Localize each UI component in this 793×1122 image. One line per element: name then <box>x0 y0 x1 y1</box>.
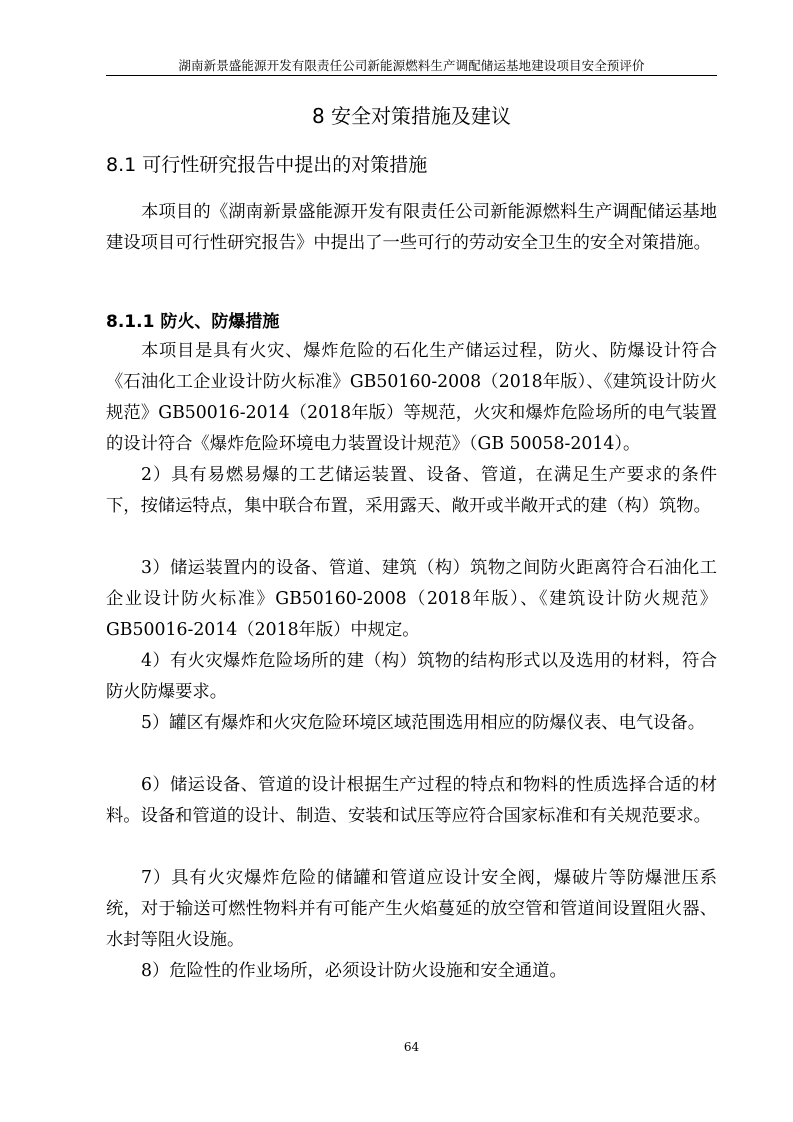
section-title: 8.1 可行性研究报告中提出的对策措施 <box>106 154 428 176</box>
measure-paragraph-4: 4）有火灾爆炸危险场所的建（构）筑物的结构形式以及选用的材料，符合防火防爆要求。 <box>106 651 717 702</box>
measure-paragraph-6: 6）储运设备、管道的设计根据生产过程的特点和物料的性质选择合适的材料。设备和管道的设计、制造、安装和试压等应符合国家标准和有关规范要求。 <box>106 775 717 826</box>
measure-paragraph-7: 7）具有火灾爆炸危险的储罐和管道应设计安全阀，爆破片等防爆泄压系统，对于输送可燃性物料并有可能产生火焰蔓延的放空管和管道间设置阻火器、水封等阻火设施。 <box>106 868 717 950</box>
subsection-title: 8.1.1 防火、防爆措施 <box>106 312 280 332</box>
page-number: 64 <box>403 1040 420 1054</box>
intro-paragraph: 本项目的《湖南新景盛能源开发有限责任公司新能源燃料生产调配储运基地建设项目可行性研究报告》中提出了一些可行的劳动安全卫生的安全对策措施。 <box>106 202 717 253</box>
header-divider <box>106 75 717 76</box>
measure-paragraph-1: 本项目是具有火灾、爆炸危险的石化生产储运过程，防火、防爆设计符合《石油化工企业设计防火标准》GB50160-2008（2018年版）、《建筑设计防火规范》GB50016-2014（2018年版）等规范，火灾和爆炸危险场所的电气装置的设计符合《爆炸危险环境电力装置设计规范》（GB 50058-2014）。 <box>106 341 717 454</box>
chapter-title: 8 安全对策措施及建议 <box>311 104 512 128</box>
running-header: 湖南新景盛能源开发有限责任公司新能源燃料生产调配储运基地建设项目安全预评价 <box>178 58 645 73</box>
measure-paragraph-5: 5）罐区有爆炸和火灾危险环境区域范围选用相应的防爆仪表、电气设备。 <box>141 713 705 733</box>
measure-paragraph-2: 2）具有易燃易爆的工艺储运装置、设备、管道，在满足生产要求的条件下，按储运特点，集中联合布置，采用露天、敞开或半敞开式的建（构）筑物。 <box>106 465 717 516</box>
measure-paragraph-8: 8）危险性的作业场所，必须设计防火设施和安全通道。 <box>141 961 567 981</box>
measure-paragraph-3: 3）储运装置内的设备、管道、建筑（构）筑物之间防火距离符合石油化工企业设计防火标准》GB50160-2008（2018年版）、《建筑设计防火规范》GB50016-2014（2018年版）中规定。 <box>106 558 717 640</box>
